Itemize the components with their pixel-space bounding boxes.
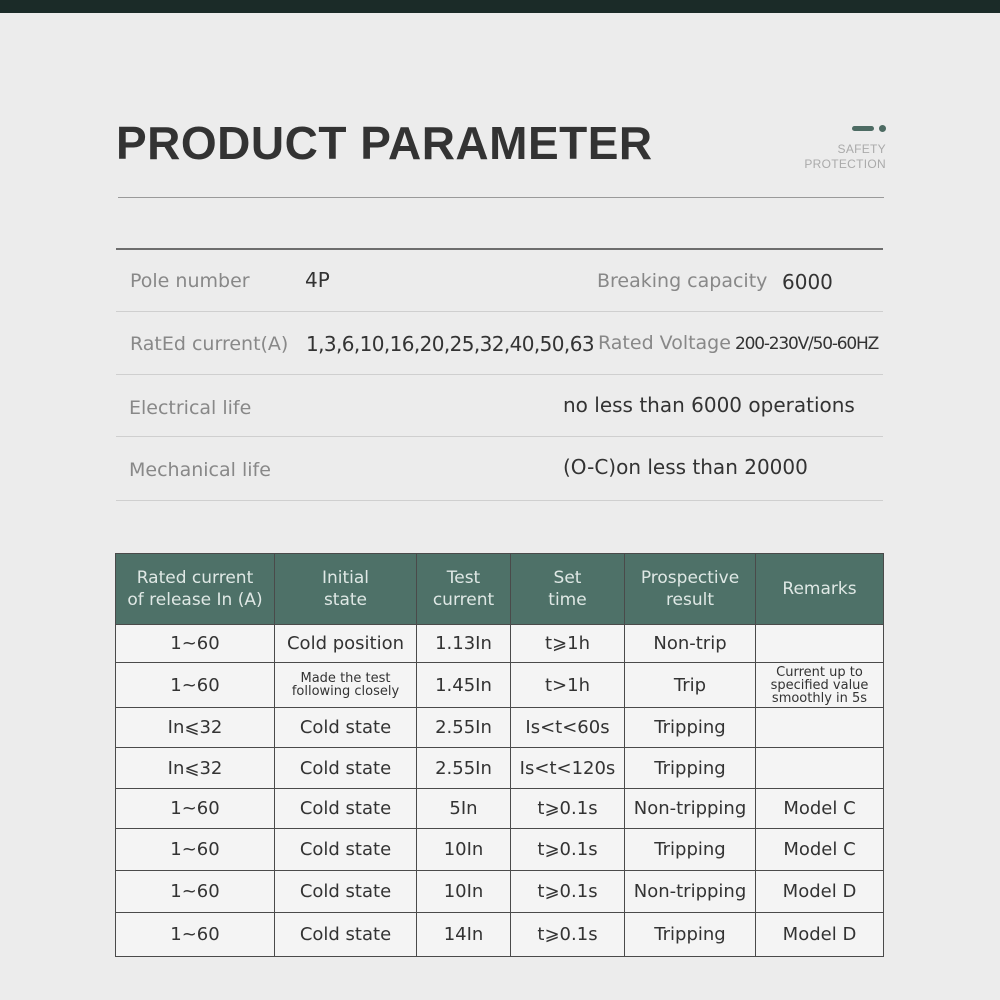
mechanical-life-value: (O-C)on less than 20000 <box>563 455 808 479</box>
header-set-time: Set time <box>511 554 625 625</box>
header-rated-current: Rated current of release In (A) <box>116 554 275 625</box>
cell-set-time: t⩾0.1s <box>511 829 625 871</box>
mechanical-life-label: Mechanical life <box>129 459 271 481</box>
cell-rated-current: 1~60 <box>116 871 275 913</box>
title-divider <box>118 197 884 198</box>
table-row <box>116 708 884 748</box>
cell-test-current: 2.55In <box>417 708 511 748</box>
electrical-life-label: Electrical life <box>129 397 252 419</box>
cell-test-current: 14In <box>417 913 511 957</box>
breaking-capacity-value: 6000 <box>782 270 833 294</box>
cell-set-time: t⩾0.1s <box>511 871 625 913</box>
logo-text <box>804 142 886 172</box>
cell-test-current: 10In <box>417 829 511 871</box>
cell-remarks: Model C <box>756 829 884 871</box>
cell-test-current: 10In <box>417 871 511 913</box>
electrical-life-value: no less than 6000 operations <box>563 393 855 417</box>
param-row-mechanical <box>116 437 883 501</box>
cell-prospective-result: Trip <box>625 663 756 708</box>
cell-rated-current: 1~60 <box>116 789 275 829</box>
cell-remarks <box>756 708 884 748</box>
cell-remarks <box>756 748 884 789</box>
table-header-row <box>116 554 884 625</box>
cell-initial-state: Cold state <box>275 748 417 789</box>
cell-set-time: Is<t<60s <box>511 708 625 748</box>
logo-line-2: PROTECTION <box>804 157 886 171</box>
cell-test-current: 1.13In <box>417 625 511 663</box>
cell-test-current: 5In <box>417 789 511 829</box>
cell-initial-state: Cold state <box>275 708 417 748</box>
cell-set-time: t⩾0.1s <box>511 789 625 829</box>
cell-prospective-result: Non-trip <box>625 625 756 663</box>
cell-initial-state: Cold state <box>275 829 417 871</box>
page-title: PRODUCT PARAMETER <box>116 117 653 169</box>
cell-prospective-result: Tripping <box>625 708 756 748</box>
brand-logo <box>766 124 886 176</box>
parameter-list <box>116 248 883 501</box>
cell-initial-state: Made the test following closely <box>275 663 417 708</box>
cell-initial-state: Cold state <box>275 871 417 913</box>
table-row <box>116 789 884 829</box>
logo-dash-icon <box>852 126 874 131</box>
table-row <box>116 871 884 913</box>
table-row <box>116 663 884 708</box>
cell-initial-state: Cold state <box>275 913 417 957</box>
top-bar <box>0 0 1000 13</box>
header-prospective-result: Prospective result <box>625 554 756 625</box>
cell-remarks: Model D <box>756 913 884 957</box>
cell-set-time: t⩾1h <box>511 625 625 663</box>
cell-prospective-result: Non-tripping <box>625 789 756 829</box>
param-row-electrical <box>116 375 883 437</box>
table-row <box>116 829 884 871</box>
table-row <box>116 913 884 957</box>
param-row-pole <box>116 250 883 312</box>
header-test-current: Test current <box>417 554 511 625</box>
cell-prospective-result: Tripping <box>625 829 756 871</box>
cell-set-time: t>1h <box>511 663 625 708</box>
logo-dot-icon <box>879 125 886 132</box>
cell-initial-state: Cold position <box>275 625 417 663</box>
header-remarks: Remarks <box>756 554 884 625</box>
cell-prospective-result: Tripping <box>625 913 756 957</box>
cell-remarks <box>756 625 884 663</box>
param-row-current <box>116 312 883 375</box>
cell-rated-current: 1~60 <box>116 913 275 957</box>
cell-test-current: 2.55In <box>417 748 511 789</box>
rated-voltage-value: 200-230V/50-60HZ <box>735 334 879 354</box>
pole-number-label: Pole number <box>130 270 250 292</box>
cell-remarks: Current up to specified value smoothly in 5s <box>756 663 884 708</box>
cell-prospective-result: Tripping <box>625 748 756 789</box>
rated-current-label: RatEd current(A) <box>130 333 289 355</box>
cell-remarks: Model D <box>756 871 884 913</box>
rated-current-value: 1,3,6,10,16,20,25,32,40,50,63 <box>306 332 594 356</box>
breaking-capacity-label: Breaking capacity <box>597 270 768 292</box>
cell-rated-current: In⩽32 <box>116 708 275 748</box>
cell-rated-current: 1~60 <box>116 829 275 871</box>
cell-set-time: t⩾0.1s <box>511 913 625 957</box>
header-initial-state: Initial state <box>275 554 417 625</box>
cell-rated-current: In⩽32 <box>116 748 275 789</box>
cell-set-time: Is<t<120s <box>511 748 625 789</box>
table-row <box>116 748 884 789</box>
rated-voltage-label: Rated Voltage <box>598 332 731 354</box>
trip-characteristics-table <box>115 553 884 957</box>
table-row <box>116 625 884 663</box>
cell-test-current: 1.45In <box>417 663 511 708</box>
cell-prospective-result: Non-tripping <box>625 871 756 913</box>
cell-rated-current: 1~60 <box>116 663 275 708</box>
cell-rated-current: 1~60 <box>116 625 275 663</box>
pole-number-value: 4P <box>305 268 330 292</box>
logo-line-1: SAFETY <box>837 142 886 156</box>
cell-remarks: Model C <box>756 789 884 829</box>
cell-initial-state: Cold state <box>275 789 417 829</box>
